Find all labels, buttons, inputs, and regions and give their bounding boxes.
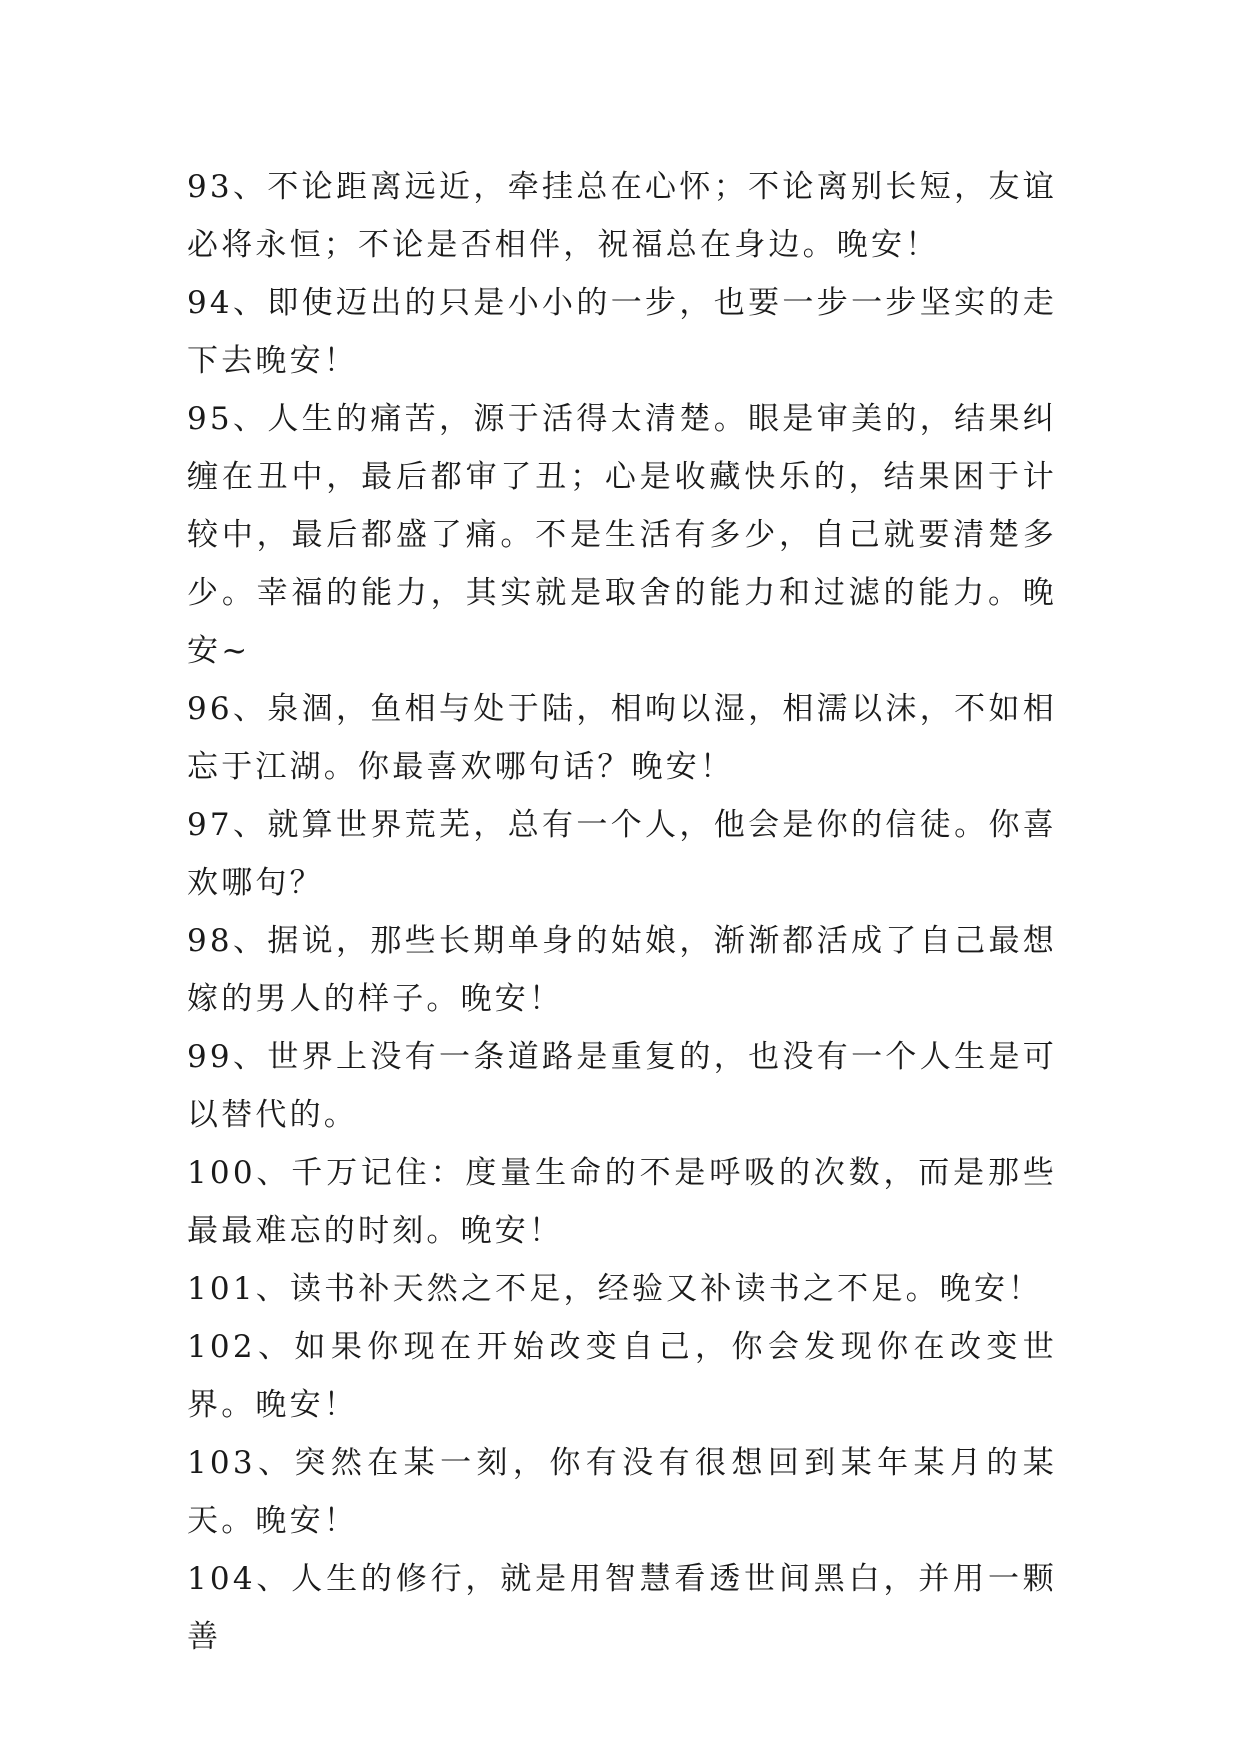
paragraph-98: 98、据说，那些长期单身的姑娘，渐渐都活成了自己最想嫁的男人的样子。晚安！ [187,923,1057,1017]
paragraph-101: 101、读书补天然之不足，经验又补读书之不足。晚安！ [187,1271,1043,1307]
paragraph-97: 97、就算世界荒芜，总有一个人，他会是你的信徒。你喜欢哪句？ [187,807,1057,901]
paragraph-95: 95、人生的痛苦，源于活得太清楚。眼是审美的，结果纠缠在丑中，最后都审了丑；心是收藏快乐的，结果困于计较中，最后都盛了痛。不是生活有多少，自己就要清楚多少。幸福的能力，其实就是取舍的能力和过滤的能力。晚安~ [187,401,1057,669]
paragraph-93: 93、不论距离远近，牵挂总在心怀；不论离别长短，友谊必将永恒；不论是否相伴，祝福总在身边。晚安！ [187,169,1057,263]
paragraph-103: 103、突然在某一刻，你有没有很想回到某年某月的某天。晚安！ [187,1445,1057,1539]
paragraph-94: 94、即使迈出的只是小小的一步，也要一步一步坚实的走下去晚安！ [187,285,1057,379]
paragraph-96: 96、泉涸，鱼相与处于陆，相呴以湿，相濡以沫，不如相忘于江湖。你最喜欢哪句话？晚安！ [187,691,1057,785]
paragraph-104: 104、人生的修行，就是用智慧看透世间黑白，并用一颗善 [187,1561,1057,1655]
paragraph-100: 100、千万记住：度量生命的不是呼吸的次数，而是那些最最难忘的时刻。晚安！ [187,1155,1057,1249]
paragraph-102: 102、如果你现在开始改变自己，你会发现你在改变世界。晚安！ [187,1329,1057,1423]
document-body [187,158,1057,1666]
paragraph-99: 99、世界上没有一条道路是重复的，也没有一个人生是可以替代的。 [187,1039,1057,1133]
